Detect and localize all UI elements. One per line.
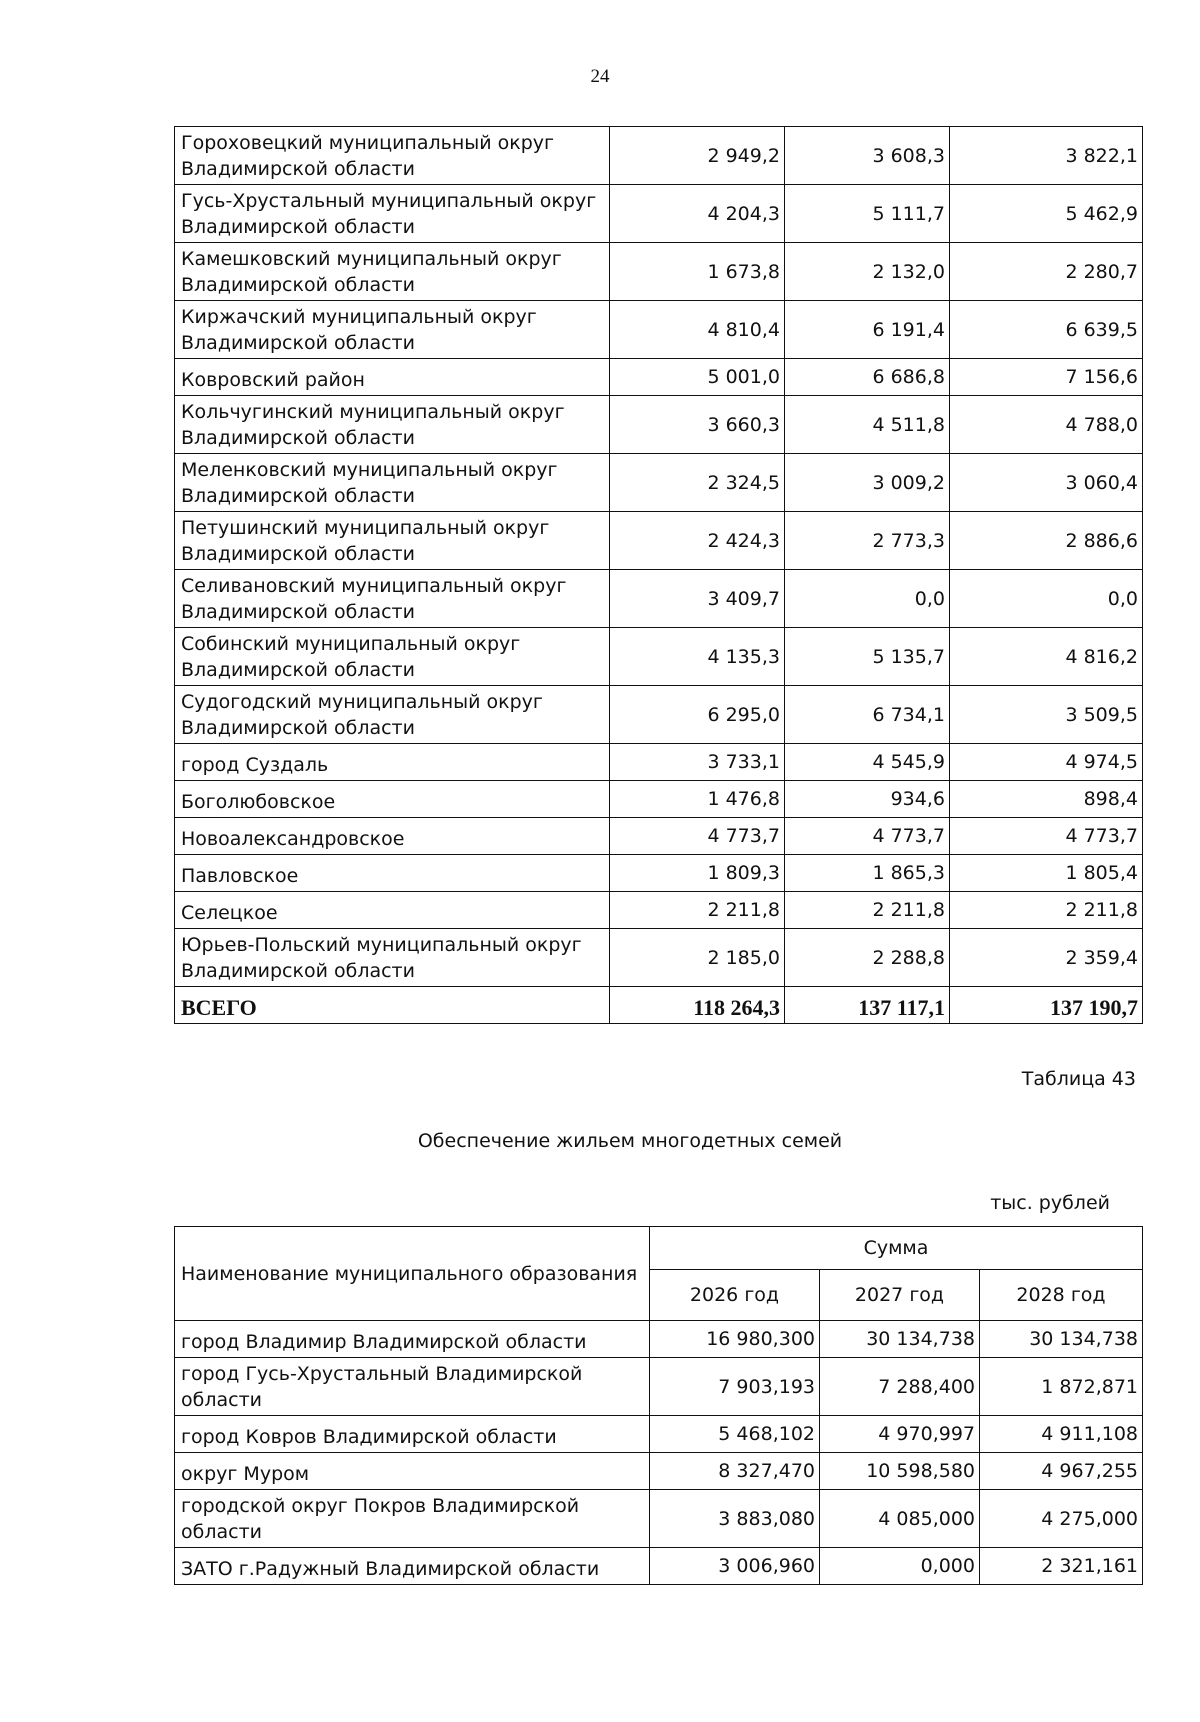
value-2027: 3 608,3 (785, 127, 950, 185)
value-2026: 2 185,0 (610, 929, 785, 987)
row-name: Меленковский муниципальный округ Владимирской области (175, 454, 610, 512)
value-2027: 0,0 (785, 570, 950, 628)
units-label: тыс. рублей (990, 1192, 1110, 1214)
row-name: Юрьев-Польский муниципальный округ Владимирской области (175, 929, 610, 987)
row-name: округ Муром (175, 1453, 650, 1490)
housing-support-table (174, 1226, 1143, 1585)
row-name: Киржачский муниципальный округ Владимирской области (175, 301, 610, 359)
table-row (175, 818, 1143, 855)
row-name: Собинский муниципальный округ Владимирской области (175, 628, 610, 686)
row-name: Гороховецкий муниципальный округ Владимирской области (175, 127, 610, 185)
total-2028: 137 190,7 (950, 987, 1143, 1024)
table-row (175, 686, 1143, 744)
row-name: городской округ Покров Владимирской области (175, 1490, 650, 1548)
value-2027: 3 009,2 (785, 454, 950, 512)
value-2027: 4 545,9 (785, 744, 950, 781)
table-row (175, 1453, 1143, 1490)
value-2026: 3 883,080 (650, 1490, 820, 1548)
table-row (175, 570, 1143, 628)
value-2026: 4 204,3 (610, 185, 785, 243)
value-2028: 6 639,5 (950, 301, 1143, 359)
row-name: город Ковров Владимирской области (175, 1416, 650, 1453)
table-row (175, 301, 1143, 359)
table-row (175, 744, 1143, 781)
value-2027: 2 288,8 (785, 929, 950, 987)
value-2028: 4 911,108 (980, 1416, 1143, 1453)
table-row (175, 1358, 1143, 1416)
row-name: город Суздаль (175, 744, 610, 781)
table-row (175, 1321, 1143, 1358)
table-row (175, 781, 1143, 818)
row-name: Новоалександровское (175, 818, 610, 855)
value-2026: 1 673,8 (610, 243, 785, 301)
value-2028: 4 967,255 (980, 1453, 1143, 1490)
value-2026: 3 006,960 (650, 1548, 820, 1585)
value-2028: 2 211,8 (950, 892, 1143, 929)
value-2026: 8 327,470 (650, 1453, 820, 1490)
row-name: Камешковский муниципальный округ Владимирской области (175, 243, 610, 301)
table-row (175, 1490, 1143, 1548)
value-2027: 2 773,3 (785, 512, 950, 570)
row-name: Селивановский муниципальный округ Владимирской области (175, 570, 610, 628)
value-2028: 4 788,0 (950, 396, 1143, 454)
value-2027: 30 134,738 (820, 1321, 980, 1358)
value-2026: 16 980,300 (650, 1321, 820, 1358)
district-funding-table (174, 126, 1143, 1024)
table-row (175, 855, 1143, 892)
value-2026: 2 424,3 (610, 512, 785, 570)
value-2028: 4 974,5 (950, 744, 1143, 781)
value-2028: 4 275,000 (980, 1490, 1143, 1548)
value-2028: 2 280,7 (950, 243, 1143, 301)
value-2028: 3 822,1 (950, 127, 1143, 185)
header-sum: Сумма (650, 1227, 1143, 1270)
value-2028: 1 805,4 (950, 855, 1143, 892)
value-2027: 10 598,580 (820, 1453, 980, 1490)
table-row (175, 359, 1143, 396)
table-row (175, 1416, 1143, 1453)
value-2027: 6 734,1 (785, 686, 950, 744)
value-2028: 3 509,5 (950, 686, 1143, 744)
row-name: Петушинский муниципальный округ Владимирской области (175, 512, 610, 570)
row-name: Ковровский район (175, 359, 610, 396)
header-year-2028: 2028 год (980, 1270, 1143, 1321)
value-2027: 0,000 (820, 1548, 980, 1585)
table-row (175, 892, 1143, 929)
row-name: Павловское (175, 855, 610, 892)
table-row (175, 396, 1143, 454)
total-row (175, 987, 1143, 1024)
row-name: ЗАТО г.Радужный Владимирской области (175, 1548, 650, 1585)
value-2026: 3 733,1 (610, 744, 785, 781)
value-2027: 6 191,4 (785, 301, 950, 359)
value-2026: 3 409,7 (610, 570, 785, 628)
value-2028: 898,4 (950, 781, 1143, 818)
value-2028: 4 773,7 (950, 818, 1143, 855)
header-row (175, 1227, 1143, 1270)
value-2026: 4 810,4 (610, 301, 785, 359)
value-2027: 2 132,0 (785, 243, 950, 301)
header-year-2026: 2026 год (650, 1270, 820, 1321)
value-2026: 1 476,8 (610, 781, 785, 818)
header-year-2027: 2027 год (820, 1270, 980, 1321)
table-row (175, 243, 1143, 301)
value-2027: 4 970,997 (820, 1416, 980, 1453)
value-2028: 2 321,161 (980, 1548, 1143, 1585)
table-row (175, 512, 1143, 570)
value-2028: 2 886,6 (950, 512, 1143, 570)
total-2027: 137 117,1 (785, 987, 950, 1024)
row-name: Кольчугинский муниципальный округ Владимирской области (175, 396, 610, 454)
value-2028: 3 060,4 (950, 454, 1143, 512)
value-2027: 7 288,400 (820, 1358, 980, 1416)
value-2027: 5 111,7 (785, 185, 950, 243)
value-2026: 2 211,8 (610, 892, 785, 929)
value-2026: 4 135,3 (610, 628, 785, 686)
value-2026: 4 773,7 (610, 818, 785, 855)
value-2027: 1 865,3 (785, 855, 950, 892)
value-2026: 5 001,0 (610, 359, 785, 396)
value-2028: 2 359,4 (950, 929, 1143, 987)
row-name: город Владимир Владимирской области (175, 1321, 650, 1358)
table-title: Обеспечение жильем многодетных семей (417, 1130, 843, 1152)
value-2027: 4 773,7 (785, 818, 950, 855)
table-row (175, 1548, 1143, 1585)
value-2026: 1 809,3 (610, 855, 785, 892)
value-2028: 1 872,871 (980, 1358, 1143, 1416)
row-name: Селецкое (175, 892, 610, 929)
value-2028: 5 462,9 (950, 185, 1143, 243)
value-2027: 4 085,000 (820, 1490, 980, 1548)
header-name: Наименование муниципального образования (175, 1227, 650, 1321)
value-2028: 7 156,6 (950, 359, 1143, 396)
value-2026: 3 660,3 (610, 396, 785, 454)
total-label: ВСЕГО (175, 987, 610, 1024)
row-name: город Гусь-Хрустальный Владимирской области (175, 1358, 650, 1416)
value-2027: 6 686,8 (785, 359, 950, 396)
value-2028: 30 134,738 (980, 1321, 1143, 1358)
row-name: Гусь-Хрустальный муниципальный округ Владимирской области (175, 185, 610, 243)
value-2027: 4 511,8 (785, 396, 950, 454)
table-row (175, 929, 1143, 987)
table-row (175, 454, 1143, 512)
value-2028: 4 816,2 (950, 628, 1143, 686)
value-2028: 0,0 (950, 570, 1143, 628)
value-2026: 7 903,193 (650, 1358, 820, 1416)
page-number: 24 (590, 66, 610, 87)
table-row (175, 628, 1143, 686)
table-caption: Таблица 43 (1021, 1068, 1136, 1090)
total-2026: 118 264,3 (610, 987, 785, 1024)
value-2026: 2 949,2 (610, 127, 785, 185)
value-2027: 934,6 (785, 781, 950, 818)
value-2026: 5 468,102 (650, 1416, 820, 1453)
value-2026: 6 295,0 (610, 686, 785, 744)
row-name: Боголюбовское (175, 781, 610, 818)
table-row (175, 185, 1143, 243)
value-2026: 2 324,5 (610, 454, 785, 512)
value-2027: 5 135,7 (785, 628, 950, 686)
value-2027: 2 211,8 (785, 892, 950, 929)
row-name: Судогодский муниципальный округ Владимирской области (175, 686, 610, 744)
table-row (175, 127, 1143, 185)
